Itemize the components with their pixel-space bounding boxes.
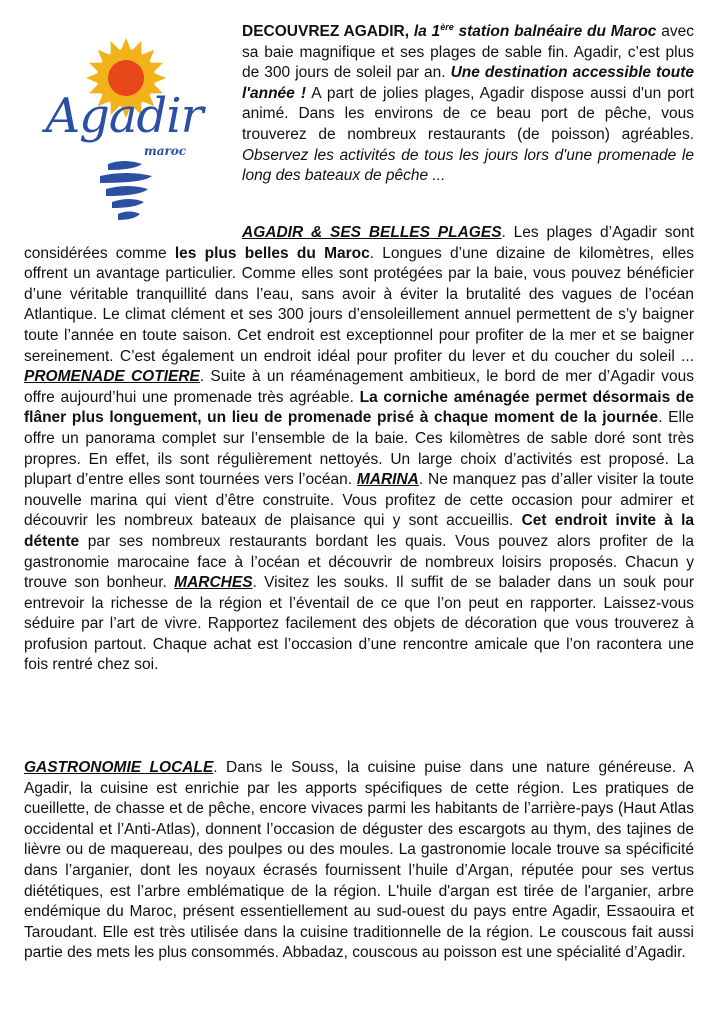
heading-marina: MARINA [356, 471, 419, 489]
heading-plages: AGADIR & SES BELLES PLAGES [242, 224, 502, 241]
intro-paragraph: DECOUVREZ AGADIR, la 1ère station balnéaire du Maroc avec sa baie magnifique et ses plages de sable fin. Agadir, c’est plus de 300 jours de soleil par an. Une destination accessible toute l'année ! A part de jolies plages, Agadir dispose aussi d'un port animé. Dans les environs de ce beau port de pêche, vous trouverez de nombreux restaurants (de poisson) agréables. Observez les activités de tous les jours lors d'une promenade le long des bateaux de pêche ... [242, 21, 694, 185]
agadir-logo [26, 36, 226, 236]
heading-promenade: PROMENADE COTIERE [24, 368, 200, 386]
main-paragraph: AGADIR & SES BELLES PLAGES. Les plages d’Agadir sont considérées comme les plus belles du Maroc. Longues d’une dizaine de kilomètres, elles offrent un avantage particulier. Comme elles sont protégées par la baie, vous pouvez bénéficier d’une véritable tranquillité dans l’eau, sans avoir à éviter la brutalité des vagues de l’océan Atlantique. Le climat clément et ses 300 jours d’ensoleillement annuel permettent de s’y baigner toute l’année en toute saison. Cet endroit est exceptionnel pour profiter de la mer et se baigner sereinement. C’est également un endroit idéal pour profiter du lever et du coucher du soleil ... PROMENADE COTIERE. Suite à un réaménagement ambitieux, le bord de mer d’Agadir vous offre aujourd’hui une promenade très agréable. La corniche aménagée permet désormais de flâner plus longuement, un lieu de promenade prisé à chaque moment de la journée. Elle offre un panorama complet sur l’ensemble de la baie. Ces kilomètres de sable doré sont très propres. En effet, ils sont régulièrement nettoyés. Un large choix d’activités est proposé. La plupart d’entre elles sont tournées vers l’océan. MARINA. Ne manquez pas d’aller visiter la toute nouvelle marina qui vient d’être construite. Vous profitez de cette occasion pour admirer et découvrir les nombreux bateaux de plaisance qui y sont accueillis. Cet endroit invite à la détente par ses nombreux restaurants bordant les quais. Vous pouvez alors profiter de la gastronomie marocaine face à l’océan et découvrir de nombreux loisirs proposés. Chacun y trouve son bonheur. MARCHES. Visitez les souks. Il suffit de se balader dans un souk pour entrevoir la richesse de la région et l’éventail de ce que l’on peut en rapporter. Laissez-vous séduire par l’art de vivre. Rapportez facilement des objets de décoration que vous trouverez à profusion partout. Chaque achat est l’occasion d’une rencontre amicale que l’on racontera une fois rentré chez soi. [24, 224, 695, 674]
gastronomie-paragraph: GASTRONOMIE LOCALE. Dans le Souss, la cuisine puise dans une nature généreuse. A Agadir, la cuisine est enrichie par les apports spécifiques de cette région. Les pratiques de cueillette, de chasse et de pêche, encore vivaces parmi les habitants de l’arrière-pays (Haut Atlas occidental et l’Anti-Atlas), donnent l’occasion de déguster des escargots au thym, des tajines de lièvre ou de maquereau, des poulpes ou des moules. La gastronomie locale trouve sa spécificité dans l’arganier, dont les noyaux écrasés fournissent l’huile d’Argan, réputée pour ses vertus diététiques, est l’arbre emblématique de la région. L'huile d'argan est tirée de l'arganier, arbre endémique du Maroc, présent essentiellement au sud-ouest du pays entre Agadir, Essaouira et Taroudant. Elle est très utilisée dans la cuisine traditionnelle de la région. Le couscous fait aussi partie des mets les plus consommés. Abbadaz, couscous au poisson est une spécialité d’Agadir. [24, 759, 694, 962]
heading-marches: MARCHES [174, 574, 253, 592]
heading-gastronomie: GASTRONOMIE LOCALE [24, 759, 214, 776]
intro-highlight: Une destination accessible toute l'année ! [242, 64, 694, 102]
logo-wordmark: Agadir [45, 88, 203, 144]
intro-title: DECOUVREZ AGADIR, [242, 23, 409, 40]
logo-subtitle: maroc [144, 144, 187, 158]
